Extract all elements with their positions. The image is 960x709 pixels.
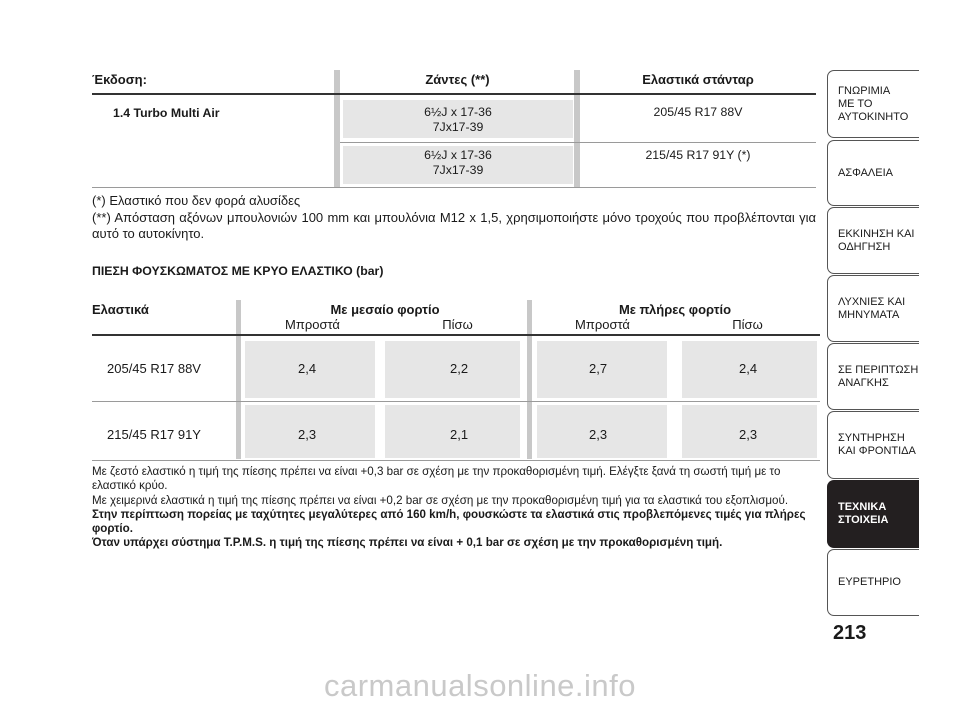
footnote-winter-tyres: Με χειμερινά ελαστικά η τιμή της πίεσης πρέπει να είναι +0,2 bar σε σχέση με την προκαθορισμένη τιμή για τα ελαστικά του εξοπλισμού. [92, 493, 789, 507]
header-version: Έκδοση: [92, 72, 147, 87]
sidebar-item-label: ΤΕΧΝΙΚΑ ΣΤΟΙΧΕΙΑ [838, 501, 889, 526]
tyre-size: 215/45 R17 91Y [107, 427, 201, 442]
row-rule [92, 401, 820, 402]
sidebar-item-label: ΕΚΚΙΝΗΣΗ ΚΑΙ ΟΔΗΓΗΣΗ [838, 227, 915, 253]
header-medium-rear: Πίσω [442, 317, 473, 332]
sidebar-item-warning-lights[interactable] [827, 275, 919, 342]
column-separator [334, 70, 340, 188]
pressure-full-front: 2,3 [589, 427, 608, 442]
pressure-full-rear: 2,4 [739, 361, 758, 376]
version-value: 1.4 Turbo Multi Air [113, 106, 220, 120]
sidebar-item-label: ΛΥΧΝΙΕΣ ΚΑΙ ΜΗΝΥΜΑΤΑ [838, 295, 906, 321]
footnote-high-speed: Στην περίπτωση πορείας με ταχύτητες μεγαλύτερες από 160 km/h, φουσκώστε τα ελαστικά στις προβλεπόμενες τιμές για πλήρες φορτίο. [92, 507, 806, 536]
sidebar-item-label: ΕΥΡΕΤΗΡΙΟ [838, 576, 901, 588]
table-bottom-rule [92, 187, 816, 188]
sidebar-item-index[interactable] [827, 549, 919, 616]
sidebar-item-safety[interactable] [827, 140, 919, 206]
pressure-full-rear: 2,3 [739, 427, 758, 442]
column-separator [574, 70, 580, 188]
pressure-medium-rear: 2,1 [450, 427, 469, 442]
footnotes [92, 465, 818, 551]
rim-size: 6½J x 17-36 [424, 105, 492, 119]
note-bolt-pattern: (**) Απόσταση αξόνων μπουλονιών 100 mm και μπουλόνια M12 x 1,5, χρησιμοποιήστε μόνο τροχούς που προβλέπονται για αυτό το αυτοκίνητο. [92, 210, 816, 241]
pressure-medium-rear: 2,2 [450, 361, 469, 376]
sidebar-item-getting-to-know[interactable] [827, 70, 919, 138]
row-rule [340, 142, 816, 143]
sidebar-item-label: ΑΣΦΑΛΕΙΑ [838, 166, 894, 179]
tyre-size: 205/45 R17 88V [107, 361, 201, 376]
header-full-load: Με πλήρες φορτίο [618, 302, 732, 317]
footnote-tpms: Όταν υπάρχει σύστημα T.P.M.S. η τιμή της πίεσης πρέπει να είναι + 0,1 bar σε σχέση με την προκαθορισμένη τιμή. [92, 536, 723, 550]
pressure-full-front: 2,7 [589, 361, 608, 376]
pressure-medium-front: 2,4 [298, 361, 317, 376]
header-rims: Ζάντες (**) [425, 72, 490, 87]
section-title: ΠΙΕΣΗ ΦΟΥΣΚΩΜΑΤΟΣ ΜΕ ΚΡΥΟ ΕΛΑΣΤΙΚΟ (bar) [92, 264, 384, 278]
header-tyres: Ελαστικά [92, 302, 149, 317]
header-medium-load: Με μεσαίο φορτίο [330, 302, 440, 317]
sidebar-item-label: ΣΥΝΤΗΡΗΣΗ ΚΑΙ ΦΡΟΝΤΙΔΑ [838, 432, 916, 457]
note-no-chains: (*) Ελαστικό που δεν φορά αλυσίδες [92, 193, 301, 208]
column-separator [527, 300, 532, 459]
sidebar-item-emergency[interactable] [827, 343, 919, 410]
pressure-medium-front: 2,3 [298, 427, 317, 442]
sidebar-item-starting-driving[interactable] [827, 207, 919, 274]
sidebar-item-maintenance[interactable] [827, 411, 919, 479]
header-full-rear: Πίσω [732, 317, 763, 332]
rim-size-alt: 7Jx17-39 [432, 163, 484, 177]
rim-cell-text [343, 105, 573, 135]
page-number: 213 [833, 622, 867, 644]
header-rule [92, 334, 820, 336]
column-separator [236, 300, 241, 459]
rim-size-alt: 7Jx17-39 [432, 120, 484, 134]
table-bottom-rule [92, 460, 820, 461]
header-full-front: Μπροστά [575, 317, 630, 332]
header-rule [92, 93, 816, 95]
rim-cell-text [343, 148, 573, 178]
rim-size: 6½J x 17-36 [424, 148, 492, 162]
footnote-hot-tyre: Με ζεστό ελαστικό η τιμή της πίεσης πρέπει να είναι +0,3 bar σε σχέση με την προκαθορισμένη τιμή. Ελέγξτε ξανά τη σωστή τιμή με το ελαστικό κρύο. [92, 465, 781, 493]
tyre-size: 205/45 R17 88V [653, 105, 743, 119]
tyre-size: 215/45 R17 91Y (*) [645, 148, 751, 162]
header-tyres: Ελαστικά στάνταρ [642, 72, 754, 87]
sidebar-item-label: ΓΝΩΡΙΜΙΑ ΜΕ ΤΟ ΑΥΤΟΚΙΝΗΤΟ [838, 84, 909, 123]
watermark: carmanualsonline.info [323, 668, 637, 703]
header-medium-front: Μπροστά [285, 317, 340, 332]
sidebar-item-label: ΣΕ ΠΕΡΙΠΤΩΣΗ ΑΝΑΓΚΗΣ [838, 363, 919, 389]
sidebar-item-technical-data[interactable] [827, 480, 919, 548]
